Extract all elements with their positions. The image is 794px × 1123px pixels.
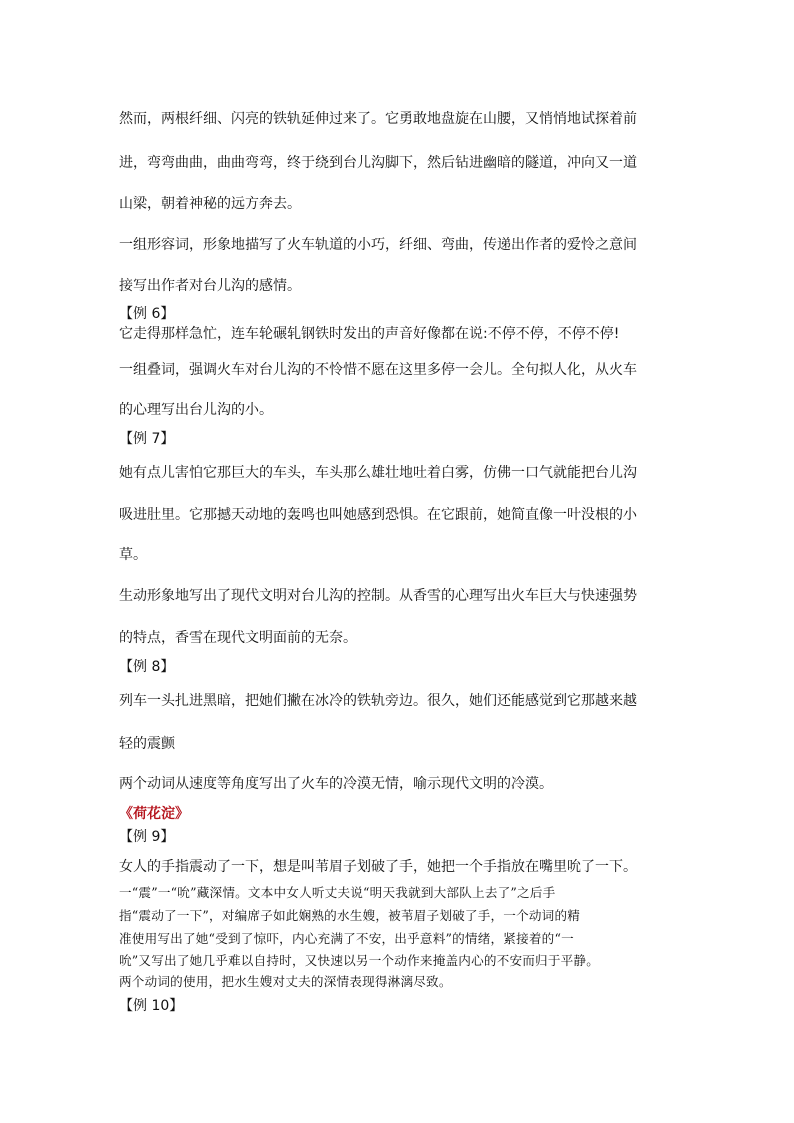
- example-label: 【例 6】: [119, 306, 175, 322]
- analysis-line: 指“震动了一下”，对编席子如此娴熟的水生嫂，被苇眉子划破了手，一个动词的精: [119, 908, 581, 923]
- paragraph-line: 吸进肚里。它那撼天动地的轰鸣也叫她感到恐惧。在它跟前，她简直像一叶没根的小: [119, 507, 637, 523]
- paragraph-line: 的特点，香雪在现代文明面前的无奈。: [119, 630, 357, 646]
- analysis-line: 吮”又写出了她几乎难以自持时，又快速以另一个动作来掩盖内心的不安而归于平静。: [119, 953, 600, 968]
- paragraph-line: 女人的手指震动了一下，想是叫苇眉子划破了手，她把一个手指放在嘴里吮了一下。: [119, 859, 637, 875]
- paragraph-line: 草。: [119, 547, 147, 563]
- paragraph-line: 山梁，朝着神秘的远方奔去。: [119, 196, 301, 212]
- paragraph-line: 然而，两根纤细、闪亮的铁轨延伸过来了。它勇敢地盘旋在山腰，又悄悄地试探着前: [119, 111, 637, 127]
- paragraph-line: 的心理写出台儿沟的小。: [119, 402, 273, 418]
- paragraph-line: 生动形象地写出了现代文明对台儿沟的控制。从香雪的心理写出火车巨大与快速强势: [119, 588, 637, 604]
- analysis-line: 一“震”一“吮”藏深情。文本中女人听丈夫说“明天我就到大部队上去了”之后手: [119, 885, 556, 900]
- paragraph-line: 一组形容词，形象地描写了火车轨道的小巧，纤细、弯曲，传递出作者的爱怜之意间: [119, 237, 637, 253]
- analysis-line: 两个动词的使用，把水生嫂对丈夫的深情表现得淋漓尽致。: [119, 974, 452, 989]
- paragraph-line: 它走得那样急忙，连车轮碾轧钢铁时发出的声音好像都在说:不停不停，不停不停!: [119, 326, 620, 342]
- paragraph-line: 一组叠词，强调火车对台儿沟的不怜惜不愿在这里多停一会儿。全句拟人化，从火车: [119, 362, 637, 378]
- example-label: 【例 9】: [119, 829, 175, 845]
- paragraph-line: 两个动词从速度等角度写出了火车的冷漠无情，喻示现代文明的冷漠。: [119, 776, 553, 792]
- example-label: 【例 10】: [119, 998, 184, 1014]
- paragraph-line: 她有点儿害怕它那巨大的车头，车头那么雄壮地吐着白雾，仿佛一口气就能把台儿沟: [119, 465, 637, 481]
- paragraph-line: 进，弯弯曲曲，曲曲弯弯，终于绕到台儿沟脚下，然后钻进幽暗的隧道，冲向又一道: [119, 155, 637, 171]
- example-label: 【例 7】: [119, 431, 175, 447]
- paragraph-line: 接写出作者对台儿沟的感情。: [119, 278, 301, 294]
- paragraph-line: 轻的震颤: [119, 736, 175, 752]
- analysis-line: 准使用写出了她“受到了惊吓，内心充满了不安，出乎意料”的情绪，紧接着的“一: [119, 931, 574, 946]
- paragraph-line: 列车一头扎进黑暗，把她们撇在冰冷的铁轨旁边。很久，她们还能感觉到它那越来越: [119, 693, 637, 709]
- section-title: 《荷花淀》: [119, 806, 189, 822]
- example-label: 【例 8】: [119, 659, 175, 675]
